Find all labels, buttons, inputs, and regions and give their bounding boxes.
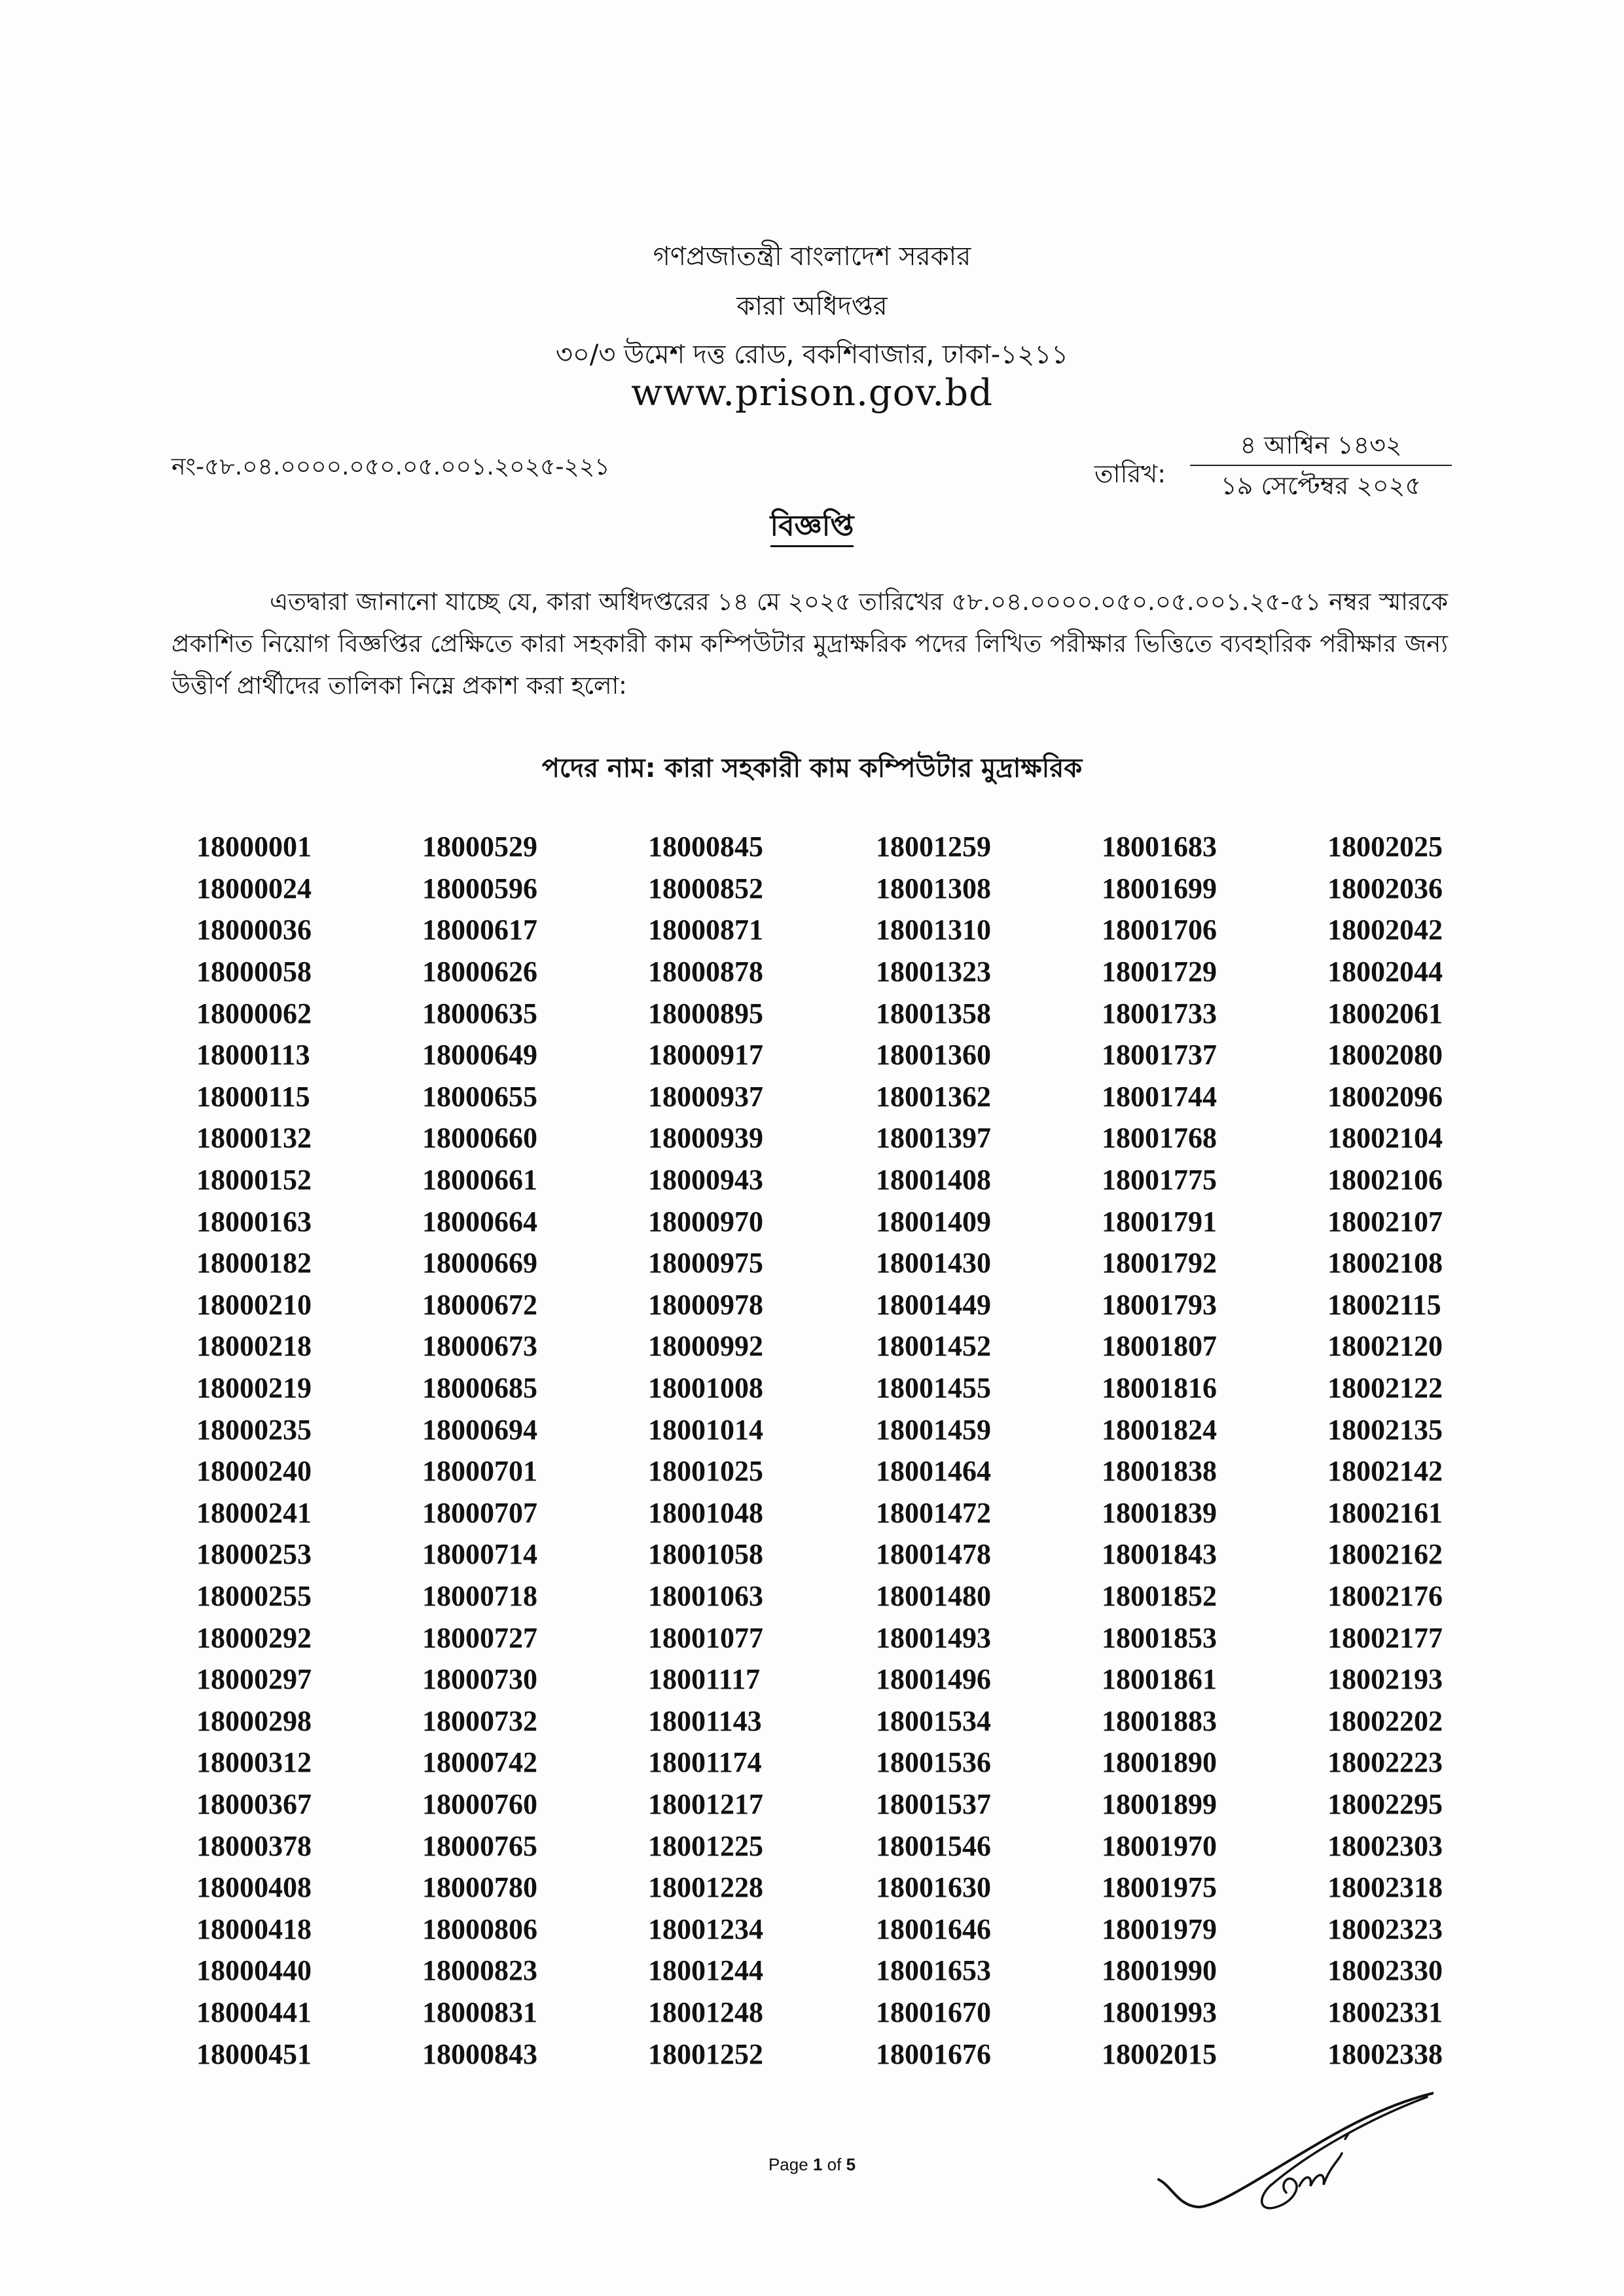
roll-number-cell: 18001793 <box>1102 1288 1217 1321</box>
roll-number-cell: 18002318 <box>1327 1871 1443 1904</box>
roll-number-cell: 18000718 <box>422 1579 537 1612</box>
roll-number-cell: 18001409 <box>876 1205 991 1238</box>
table-row <box>196 826 1458 868</box>
roll-number-cell: 18000672 <box>422 1288 537 1321</box>
roll-number-cell: 18001646 <box>876 1912 991 1945</box>
roll-number-cell: 18001899 <box>1102 1787 1217 1820</box>
roll-number-cell: 18002120 <box>1327 1330 1443 1363</box>
roll-number-cell: 18001117 <box>648 1663 761 1696</box>
date-divider <box>1190 465 1452 466</box>
roll-number-cell: 18001310 <box>876 914 991 946</box>
roll-number-cell: 18000845 <box>648 831 763 863</box>
post-heading: পদের নাম: কারা সহকারী কাম কম্পিউটার মুদ্রাক্ষরিক <box>541 753 1083 783</box>
roll-number-cell: 18000707 <box>422 1496 537 1529</box>
roll-number-cell: 18000115 <box>196 1080 310 1113</box>
roll-number-cell: 18000732 <box>422 1704 537 1737</box>
roll-number-cell: 18002096 <box>1327 1080 1443 1113</box>
roll-number-cell: 18002202 <box>1327 1704 1443 1737</box>
roll-number-cell: 18001883 <box>1102 1704 1217 1737</box>
roll-number-cell: 18001455 <box>876 1372 991 1405</box>
date-gregorian: ১৯ সেপ্টেম্বর ২০২৫ <box>1221 471 1421 500</box>
roll-number-cell: 18000937 <box>648 1080 763 1113</box>
roll-number-cell: 18000939 <box>648 1122 763 1155</box>
roll-number-cell: 18001670 <box>876 1996 991 2028</box>
roll-number-cell: 18001217 <box>648 1787 763 1820</box>
roll-number-cell: 18002015 <box>1102 2037 1217 2070</box>
roll-number-cell: 18001464 <box>876 1455 991 1488</box>
roll-number-cell: 18000730 <box>422 1663 537 1696</box>
roll-number-cell: 18002223 <box>1327 1746 1443 1779</box>
table-row <box>196 1159 1458 1201</box>
table-row <box>196 868 1458 910</box>
roll-number-cell: 18000292 <box>196 1621 312 1654</box>
roll-number-cell: 18000617 <box>422 914 537 946</box>
roll-number-cell: 18000163 <box>196 1205 312 1238</box>
roll-number-cell: 18000714 <box>422 1538 537 1571</box>
table-row <box>196 1284 1458 1326</box>
roll-number-cell: 18000240 <box>196 1455 312 1488</box>
table-row <box>196 1076 1458 1118</box>
roll-number-cell: 18001676 <box>876 2037 991 2070</box>
roll-number-cell: 18002295 <box>1327 1787 1443 1820</box>
table-row <box>196 1534 1458 1575</box>
letterhead-government: গণপ্রজাতন্ত্রী বাংলাদেশ সরকার <box>653 242 971 272</box>
of-word: of <box>827 2155 842 2174</box>
roll-number-cell: 18000367 <box>196 1787 312 1820</box>
roll-number-cell: 18002106 <box>1327 1164 1443 1196</box>
table-row <box>196 1408 1458 1450</box>
roll-number-cell: 18001861 <box>1102 1663 1217 1696</box>
table-row <box>196 2033 1458 2075</box>
roll-number-cell: 18001252 <box>648 2037 763 2070</box>
roll-number-cell: 18001653 <box>876 1954 991 1987</box>
roll-number-cell: 18001853 <box>1102 1621 1217 1654</box>
roll-number-cell: 18000843 <box>422 2037 537 2070</box>
roll-number-cell: 18000058 <box>196 956 312 988</box>
roll-number-cell: 18002193 <box>1327 1663 1443 1696</box>
roll-number-cell: 18000152 <box>196 1164 312 1196</box>
roll-number-cell: 18000241 <box>196 1496 312 1529</box>
roll-number-cell: 18002115 <box>1327 1288 1441 1321</box>
roll-number-cell: 18001970 <box>1102 1829 1217 1862</box>
table-row <box>196 951 1458 993</box>
roll-number-cell: 18000253 <box>196 1538 312 1571</box>
roll-number-cell: 18000418 <box>196 1912 312 1945</box>
roll-number-cell: 18002176 <box>1327 1579 1443 1612</box>
roll-number-cell: 18002162 <box>1327 1538 1443 1571</box>
roll-number-cell: 18001493 <box>876 1621 991 1654</box>
roll-number-cell: 18001536 <box>876 1746 991 1779</box>
table-row <box>196 1492 1458 1534</box>
roll-number-cell: 18000701 <box>422 1455 537 1488</box>
roll-number-cell: 18000255 <box>196 1579 312 1612</box>
roll-number-cell: 18002061 <box>1327 997 1443 1030</box>
roll-number-cell: 18000441 <box>196 1996 312 2028</box>
roll-number-cell: 18000451 <box>196 2037 312 2070</box>
roll-number-cell: 18001472 <box>876 1496 991 1529</box>
roll-number-cell: 18000210 <box>196 1288 312 1321</box>
date-block <box>1190 429 1452 501</box>
roll-number-cell: 18000182 <box>196 1247 312 1280</box>
signature-drawing <box>1146 2088 1434 2212</box>
roll-number-cell: 18000024 <box>196 872 312 905</box>
roll-number-cell: 18000408 <box>196 1871 312 1904</box>
roll-number-cell: 18001259 <box>876 831 991 863</box>
roll-number-cell: 18001993 <box>1102 1996 1217 2028</box>
roll-number-cell: 18001699 <box>1102 872 1217 905</box>
roll-number-cell: 18001744 <box>1102 1080 1217 1113</box>
roll-number-cell: 18001234 <box>648 1912 763 1945</box>
roll-number-cell: 18001323 <box>876 956 991 988</box>
roll-number-cell: 18001729 <box>1102 956 1217 988</box>
roll-number-cell: 18001534 <box>876 1704 991 1737</box>
roll-number-cell: 18001058 <box>648 1538 763 1571</box>
roll-number-cell: 18000036 <box>196 914 312 946</box>
roll-number-cell: 18002177 <box>1327 1621 1443 1654</box>
roll-number-cell: 18001775 <box>1102 1164 1217 1196</box>
roll-number-cell: 18000685 <box>422 1372 537 1405</box>
table-row <box>196 1617 1458 1659</box>
roll-number-cell: 18000765 <box>422 1829 537 1862</box>
roll-number-cell: 18000669 <box>422 1247 537 1280</box>
roll-number-cell: 18001838 <box>1102 1455 1217 1488</box>
table-row <box>196 1325 1458 1367</box>
roll-number-cell: 18000917 <box>648 1039 763 1071</box>
roll-number-cell: 18002104 <box>1327 1122 1443 1155</box>
roll-number-cell: 18000219 <box>196 1372 312 1405</box>
roll-number-cell: 18001890 <box>1102 1746 1217 1779</box>
roll-number-table-body <box>196 826 1458 2075</box>
roll-number-cell: 18001737 <box>1102 1039 1217 1071</box>
roll-number-cell: 18001143 <box>648 1704 762 1737</box>
roll-number-cell: 18001537 <box>876 1787 991 1820</box>
roll-number-cell: 18000635 <box>422 997 537 1030</box>
roll-number-cell: 18000655 <box>422 1080 537 1113</box>
roll-number-cell: 18000001 <box>196 831 312 863</box>
table-row <box>196 1117 1458 1159</box>
roll-number-cell: 18000943 <box>648 1164 763 1196</box>
roll-number-cell: 18000378 <box>196 1829 312 1862</box>
table-row <box>196 1242 1458 1284</box>
roll-number-cell: 18000992 <box>648 1330 763 1363</box>
roll-number-cell: 18000673 <box>422 1330 537 1363</box>
roll-number-cell: 18002036 <box>1327 872 1443 905</box>
roll-number-cell: 18000596 <box>422 872 537 905</box>
date-bangla: ৪ আশ্বিন ১৪৩২ <box>1240 431 1402 459</box>
roll-number-cell: 18002122 <box>1327 1372 1443 1405</box>
roll-number-cell: 18001452 <box>876 1330 991 1363</box>
page-word: Page <box>768 2155 808 2174</box>
table-row <box>196 1908 1458 1950</box>
roll-number-cell: 18001358 <box>876 997 991 1030</box>
roll-number-cell: 18001360 <box>876 1039 991 1071</box>
roll-number-cell: 18000970 <box>648 1205 763 1238</box>
letterhead-address: ৩০/৩ উমেশ দত্ত রোড, বকশিবাজার, ঢাকা-১২১১ <box>555 340 1069 370</box>
roll-number-cell: 18001706 <box>1102 914 1217 946</box>
roll-number-cell: 18001683 <box>1102 831 1217 863</box>
roll-number-cell: 18001839 <box>1102 1496 1217 1529</box>
roll-number-cell: 18000831 <box>422 1996 537 2028</box>
roll-number-cell: 18000852 <box>648 872 763 905</box>
roll-number-cell: 18000235 <box>196 1413 312 1446</box>
table-row <box>196 1450 1458 1492</box>
roll-number-cell: 18001228 <box>648 1871 763 1904</box>
roll-number-cell: 18001807 <box>1102 1330 1217 1363</box>
roll-number-cell: 18000694 <box>422 1413 537 1446</box>
table-row <box>196 1992 1458 2034</box>
table-row <box>196 1700 1458 1742</box>
roll-number-cell: 18000727 <box>422 1621 537 1654</box>
roll-number-cell: 18001480 <box>876 1579 991 1612</box>
roll-number-cell: 18001990 <box>1102 1954 1217 1987</box>
roll-number-cell: 18000664 <box>422 1205 537 1238</box>
date-label: তারিখ: <box>1094 459 1166 488</box>
roll-number-cell: 18001975 <box>1102 1871 1217 1904</box>
roll-number-cell: 18002330 <box>1327 1954 1443 1987</box>
roll-number-cell: 18002042 <box>1327 914 1443 946</box>
roll-number-cell: 18001496 <box>876 1663 991 1696</box>
table-row <box>196 1575 1458 1617</box>
table-row <box>196 1367 1458 1409</box>
roll-number-cell: 18001077 <box>648 1621 763 1654</box>
letterhead-department: কারা অধিদপ্তর <box>736 291 888 321</box>
roll-number-cell: 18002044 <box>1327 956 1443 988</box>
notice-body: এতদ্বারা জানানো যাচ্ছে যে, কারা অধিদপ্তরের ১৪ মে ২০২৫ তারিখের ৫৮.০৪.০০০০.০৫০.০৫.০০১.২৫-৫১ নম্বর স্মারকে প্রকাশিত নিয়োগ বিজ্ঞপ্তির প্রেক্ষিতে কারা সহকারী কাম কম্পিউটার মুদ্রাক্ষরিক পদের লিখিত পরীক্ষার ভিত্তিতে ব্যবহারিক পরীক্ষার জন্য উত্তীর্ণ প্রার্থীদের তালিকা নিম্নে প্রকাশ করা হলো: <box>171 588 1448 700</box>
table-row <box>196 992 1458 1034</box>
roll-number-cell: 18001430 <box>876 1247 991 1280</box>
roll-number-cell: 18002331 <box>1327 1996 1443 2028</box>
roll-number-cell: 18001733 <box>1102 997 1217 1030</box>
roll-number-cell: 18001768 <box>1102 1122 1217 1155</box>
roll-number-cell: 18001048 <box>648 1496 763 1529</box>
roll-number-cell: 18001630 <box>876 1871 991 1904</box>
roll-number-cell: 18000742 <box>422 1746 537 1779</box>
memo-number: নং-৫৮.০৪.০০০০.০৫০.০৫.০০১.২০২৫-২২১ <box>171 454 610 480</box>
roll-number-cell: 18002135 <box>1327 1413 1443 1446</box>
roll-number-cell: 18000529 <box>422 831 537 863</box>
letterhead-website: www.prison.gov.bd <box>631 372 993 414</box>
roll-number-cell: 18000062 <box>196 997 312 1030</box>
roll-number-cell: 18000661 <box>422 1164 537 1196</box>
table-row <box>196 909 1458 951</box>
roll-number-cell: 18000660 <box>422 1122 537 1155</box>
roll-number-cell: 18001008 <box>648 1372 763 1405</box>
roll-number-cell: 18001063 <box>648 1579 763 1612</box>
roll-number-cell: 18001248 <box>648 1996 763 2028</box>
roll-number-cell: 18000780 <box>422 1871 537 1904</box>
roll-number-cell: 18001546 <box>876 1829 991 1862</box>
roll-number-cell: 18000113 <box>196 1039 310 1071</box>
roll-number-cell: 18002080 <box>1327 1039 1443 1071</box>
notice-title-wrapper <box>0 504 1624 552</box>
roll-number-cell: 18000298 <box>196 1704 312 1737</box>
roll-number-cell: 18000132 <box>196 1122 312 1155</box>
signature-icon <box>1146 2088 1434 2212</box>
roll-number-cell: 18001852 <box>1102 1579 1217 1612</box>
roll-number-cell: 18000626 <box>422 956 537 988</box>
table-row <box>196 1784 1458 1825</box>
roll-number-table <box>196 826 1458 2075</box>
roll-number-cell: 18000871 <box>648 914 763 946</box>
roll-number-cell: 18001174 <box>648 1746 762 1779</box>
roll-number-cell: 18001791 <box>1102 1205 1217 1238</box>
table-row <box>196 1867 1458 1909</box>
page-total: 5 <box>846 2155 856 2174</box>
roll-number-cell: 18001478 <box>876 1538 991 1571</box>
roll-number-cell: 18001459 <box>876 1413 991 1446</box>
roll-number-cell: 18000218 <box>196 1330 312 1363</box>
table-row <box>196 1659 1458 1700</box>
roll-number-cell: 18000297 <box>196 1663 312 1696</box>
roll-number-cell: 18001979 <box>1102 1912 1217 1945</box>
table-row <box>196 1034 1458 1076</box>
roll-number-cell: 18000823 <box>422 1954 537 1987</box>
roll-number-cell: 18002338 <box>1327 2037 1443 2070</box>
roll-number-cell: 18000649 <box>422 1039 537 1071</box>
roll-number-cell: 18001408 <box>876 1164 991 1196</box>
roll-number-cell: 18001014 <box>648 1413 763 1446</box>
roll-number-cell: 18001308 <box>876 872 991 905</box>
roll-number-cell: 18001244 <box>648 1954 763 1987</box>
roll-number-cell: 18001816 <box>1102 1372 1217 1405</box>
page-current: 1 <box>812 2155 823 2174</box>
roll-number-cell: 18000312 <box>196 1746 312 1779</box>
roll-number-cell: 18001792 <box>1102 1247 1217 1280</box>
table-row <box>196 1825 1458 1867</box>
table-row <box>196 1742 1458 1784</box>
table-row <box>196 1200 1458 1242</box>
roll-number-cell: 18001397 <box>876 1122 991 1155</box>
roll-number-cell: 18001824 <box>1102 1413 1217 1446</box>
roll-number-cell: 18000440 <box>196 1954 312 1987</box>
roll-number-cell: 18001449 <box>876 1288 991 1321</box>
roll-number-cell: 18000760 <box>422 1787 537 1820</box>
roll-number-cell: 18002108 <box>1327 1247 1443 1280</box>
table-row <box>196 1950 1458 1992</box>
roll-number-cell: 18000975 <box>648 1247 763 1280</box>
roll-number-cell: 18002025 <box>1327 831 1443 863</box>
roll-number-cell: 18001025 <box>648 1455 763 1488</box>
roll-number-cell: 18002323 <box>1327 1912 1443 1945</box>
roll-number-cell: 18001362 <box>876 1080 991 1113</box>
roll-number-cell: 18001225 <box>648 1829 763 1862</box>
roll-number-cell: 18002303 <box>1327 1829 1443 1862</box>
roll-number-cell: 18000806 <box>422 1912 537 1945</box>
roll-number-cell: 18001843 <box>1102 1538 1217 1571</box>
roll-number-cell: 18002161 <box>1327 1496 1443 1529</box>
roll-number-cell: 18002142 <box>1327 1455 1443 1488</box>
roll-number-cell: 18000895 <box>648 997 763 1030</box>
roll-number-cell: 18000878 <box>648 956 763 988</box>
roll-number-cell: 18002107 <box>1327 1205 1443 1238</box>
roll-number-cell: 18000978 <box>648 1288 763 1321</box>
notice-title: বিজ্ঞপ্তি <box>770 509 854 547</box>
